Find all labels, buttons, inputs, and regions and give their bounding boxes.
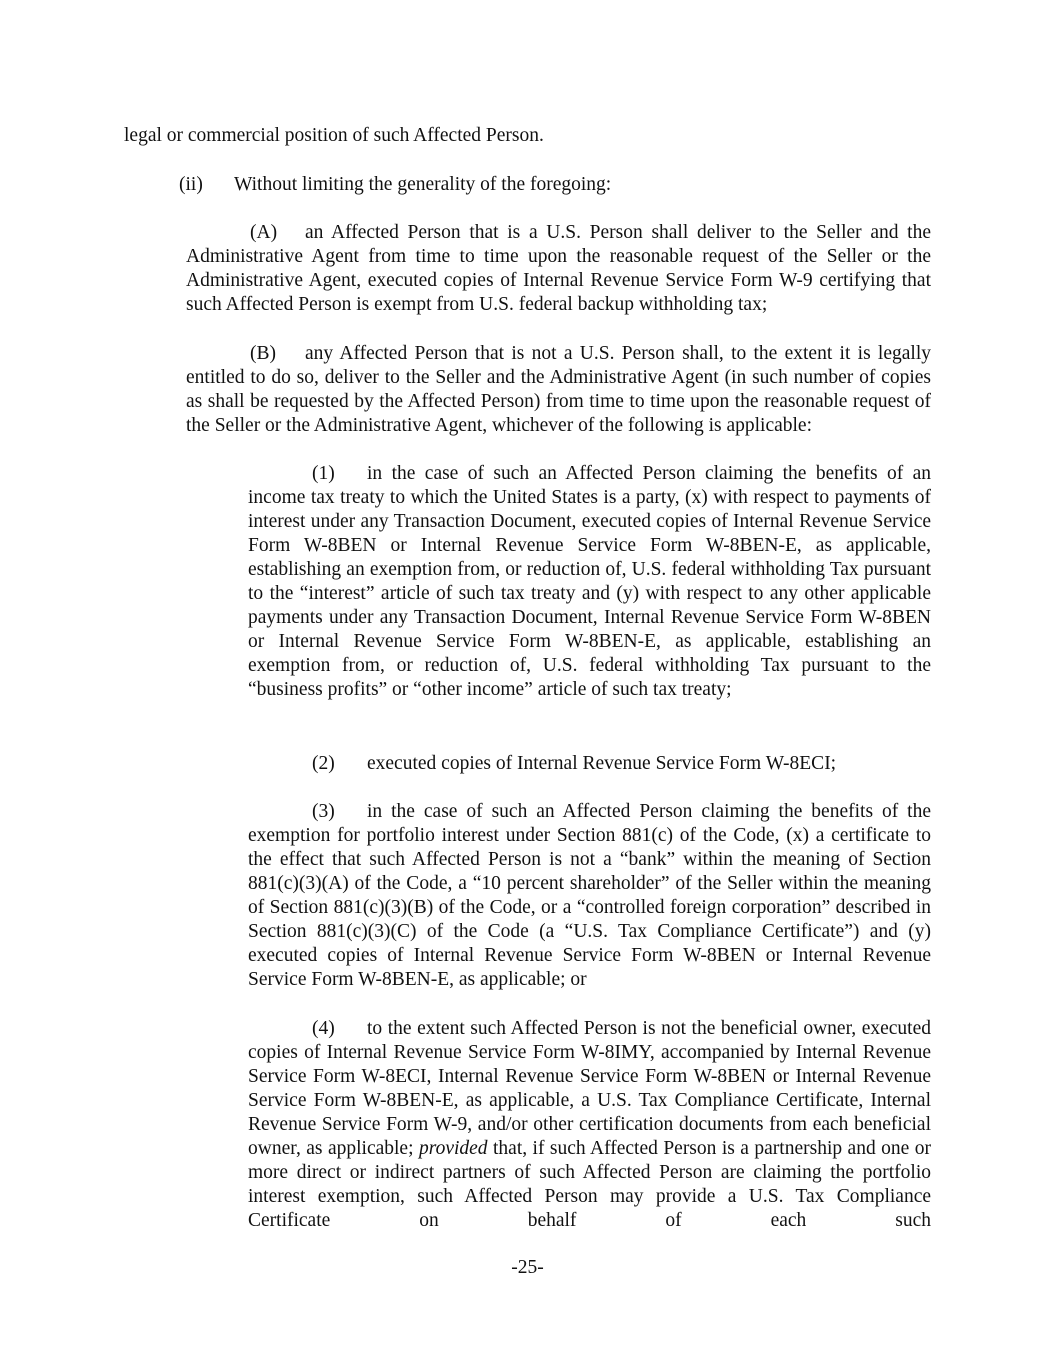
clause-B [186, 342, 931, 438]
clause-4-number: (4) [312, 1018, 335, 1039]
clause-A [186, 221, 931, 317]
clause-4-text-after: that, if such Affected Person is a partnership and one or more direct or indirect partners of such Affected Person are claiming the portfolio interest exemption, such Affected Person may provide a U.S. Tax Compliance Certificate on behalf of each such [248, 1138, 931, 1231]
clause-A-text: an Affected Person that is a U.S. Person shall deliver to the Seller and the Administrative Agent from time to time upon the reasonable request of the Seller or the Administrative Agent, executed copies of Internal Revenue Service Form W-9 certifying that such Affected Person is exempt from U.S. federal backup withholding tax; [186, 222, 931, 315]
clause-3-number: (3) [312, 801, 335, 822]
clause-1-text: in the case of such an Affected Person claiming the benefits of an income tax treaty to which the United States is a party, (x) with respect to payments of interest under any Transaction Document, executed copies of Internal Revenue Service Form W-8BEN or Internal Revenue Service Form W-8BEN-E, as applicable, establishing an exemption from, or reduction of, U.S. federal withholding Tax pursuant to the “interest” article of such tax treaty and (y) with respect to any other applicable payments under any Transaction Document, Internal Revenue Service Form W-8BEN or Internal Revenue Service Form W-8BEN-E, as applicable, establishing an exemption from, or reduction of, U.S. federal withholding Tax pursuant to the “business profits” or “other income” article of such tax treaty; [248, 463, 931, 700]
clause-4-italic-provided: provided [418, 1138, 488, 1159]
clause-1 [248, 462, 931, 702]
clause-B-text: any Affected Person that is not a U.S. Person shall, to the extent it is legally entitled to do so, deliver to the Seller and the Administrative Agent (in such number of copies as shall be requested by the Affected Person) from time to time upon the reasonable request of the Seller or the Administrative Agent, whichever of the following is applicable: [186, 343, 931, 436]
clause-ii-text: Without limiting the generality of the foregoing: [234, 174, 612, 195]
continuation-paragraph: legal or commercial position of such Affected Person. [124, 125, 544, 146]
clause-4-text-before: to the extent such Affected Person is not the beneficial owner, executed copies of Internal Revenue Service Form W-8IMY, accompanied by Internal Revenue Service Form W-8ECI, Internal Revenue Service Form W-8BEN or Internal Revenue Service Form W-8BEN-E, as applicable, a U.S. Tax Compliance Certificate, Internal Revenue Service Form W-9, and/or other certification documents from each beneficial owner, as applicable; [248, 1018, 931, 1159]
clause-B-number: (B) [250, 343, 276, 364]
clause-2-number: (2) [312, 753, 335, 774]
page-number: -25- [511, 1257, 544, 1278]
clause-3 [248, 800, 931, 992]
clause-A-number: (A) [250, 222, 278, 243]
clause-ii-number: (ii) [179, 174, 203, 195]
clause-ii [179, 173, 611, 197]
clause-2-text: executed copies of Internal Revenue Service Form W-8ECI; [367, 753, 837, 774]
clause-1-number: (1) [312, 463, 335, 484]
clause-4 [248, 1017, 931, 1233]
clause-2 [248, 752, 931, 776]
clause-3-text: in the case of such an Affected Person claiming the benefits of the exemption for portfolio interest under Section 881(c) of the Code, (x) a certificate to the effect that such Affected Person is not a “bank” within the meaning of Section 881(c)(3)(A) of the Code, a “10 percent shareholder” of the Seller within the meaning of Section 881(c)(3)(B) of the Code, or a “controlled foreign corporation” described in Section 881(c)(3)(C) of the Code (a “U.S. Tax Compliance Certificate”) and (y) executed copies of Internal Revenue Service Form W-8BEN or Internal Revenue Service Form W-8BEN-E, as applicable; or [248, 801, 931, 990]
